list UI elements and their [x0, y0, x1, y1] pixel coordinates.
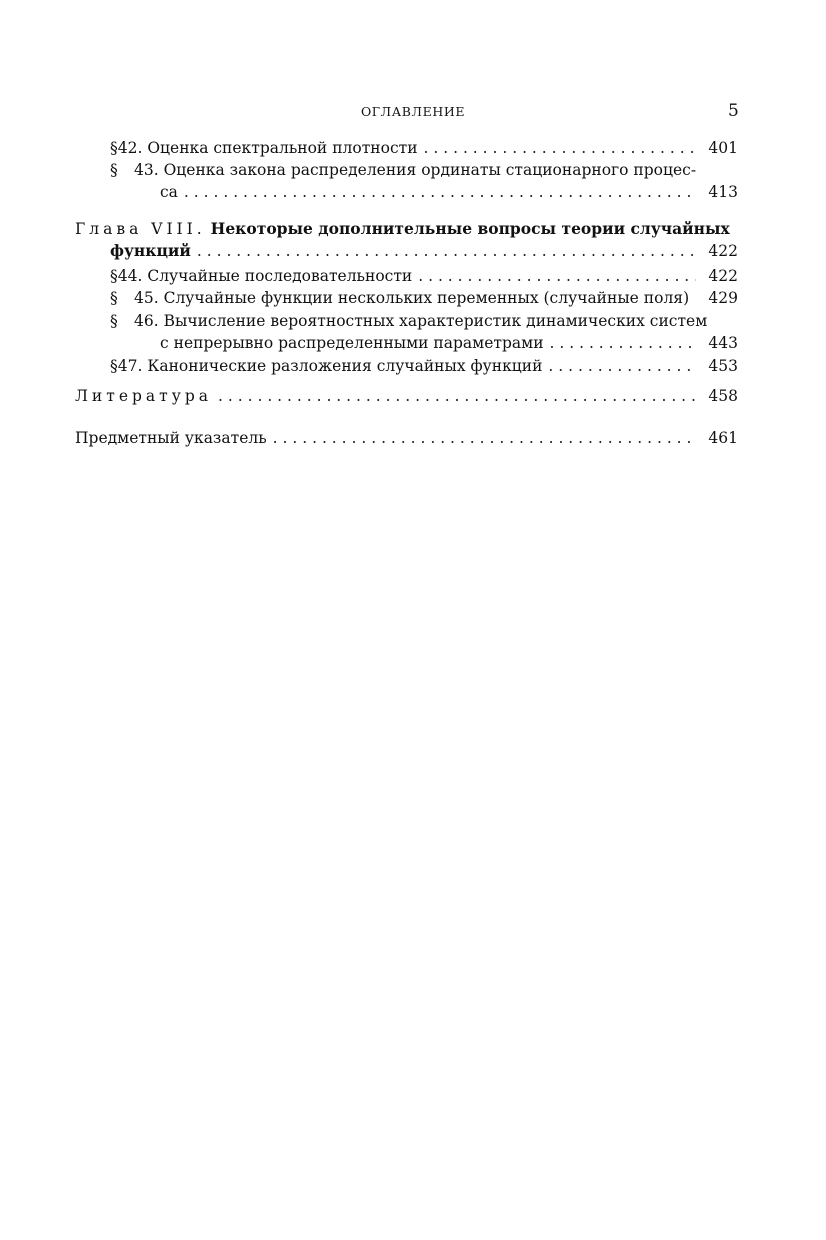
page-ref: 461 [708, 429, 738, 447]
dot-leader [418, 267, 696, 285]
page-number: 5 [728, 101, 739, 121]
literature-title: Литература [75, 387, 213, 405]
chapter-label: Глава VIII. [75, 220, 206, 238]
dot-leader [184, 183, 696, 201]
dot-leader [218, 387, 696, 405]
page-ref: 422 [708, 267, 738, 285]
chapter-title-line1: Некоторые дополнительные вопросы теории случайных [210, 219, 730, 238]
section-number: 43. [134, 161, 159, 179]
section-sign: § [110, 161, 118, 179]
section-title-line2: с непрерывно распределенными параметрами [160, 334, 544, 352]
page-ref: 413 [708, 183, 738, 201]
section-sign: § [110, 357, 118, 375]
section-sign: § [110, 312, 118, 330]
toc-entry-45[interactable] [110, 289, 738, 311]
toc-entry-42[interactable] [110, 139, 738, 161]
toc-chapter-8[interactable] [75, 219, 738, 241]
toc-chapter-8-cont[interactable] [110, 241, 738, 263]
section-number: 42. [117, 139, 143, 157]
dot-leader [424, 139, 696, 157]
section-title-line2: са [160, 183, 178, 201]
page-ref: 429 [708, 289, 738, 307]
index-title: Предметный указатель [75, 429, 267, 447]
section-sign: § [110, 139, 118, 157]
toc-entry-47[interactable] [110, 357, 738, 379]
page-ref: 458 [708, 387, 738, 405]
page-ref: 443 [708, 334, 738, 352]
toc-entry-43-cont[interactable] [160, 183, 738, 205]
section-title: Случайные последовательности [147, 267, 413, 285]
section-number: 45. [134, 289, 159, 307]
page-ref: 453 [708, 357, 738, 375]
toc-entry-44[interactable] [110, 267, 738, 289]
section-number: 44. [117, 267, 143, 285]
section-title-line1: Оценка закона распределения ординаты стационарного процес- [163, 161, 697, 179]
section-title-line1: Вычисление вероятностных характеристик динамических систем [163, 312, 708, 330]
section-number: 46. [134, 312, 159, 330]
toc-entry-46[interactable] [110, 312, 738, 334]
dot-leader [273, 429, 696, 447]
dot-leader [550, 334, 696, 352]
toc-entry-46-cont[interactable] [160, 334, 738, 356]
toc-subject-index[interactable] [75, 429, 738, 451]
section-number: 47. [117, 357, 143, 375]
section-sign: § [110, 267, 118, 285]
dot-leader [548, 357, 696, 375]
chapter-title-line2: функций [110, 241, 191, 260]
toc-literature[interactable] [75, 387, 738, 409]
page-ref: 401 [708, 139, 738, 157]
toc-entry-43[interactable] [110, 161, 738, 183]
section-title: Случайные функции нескольких переменных (случайные поля) [163, 289, 690, 307]
page-ref: 422 [708, 242, 738, 260]
section-title: Канонические разложения случайных функций [147, 357, 543, 375]
section-title: Оценка спектральной плотности [147, 139, 418, 157]
section-sign: § [110, 289, 118, 307]
dot-leader [197, 242, 696, 260]
page-title: ОГЛАВЛЕНИЕ [360, 104, 466, 119]
